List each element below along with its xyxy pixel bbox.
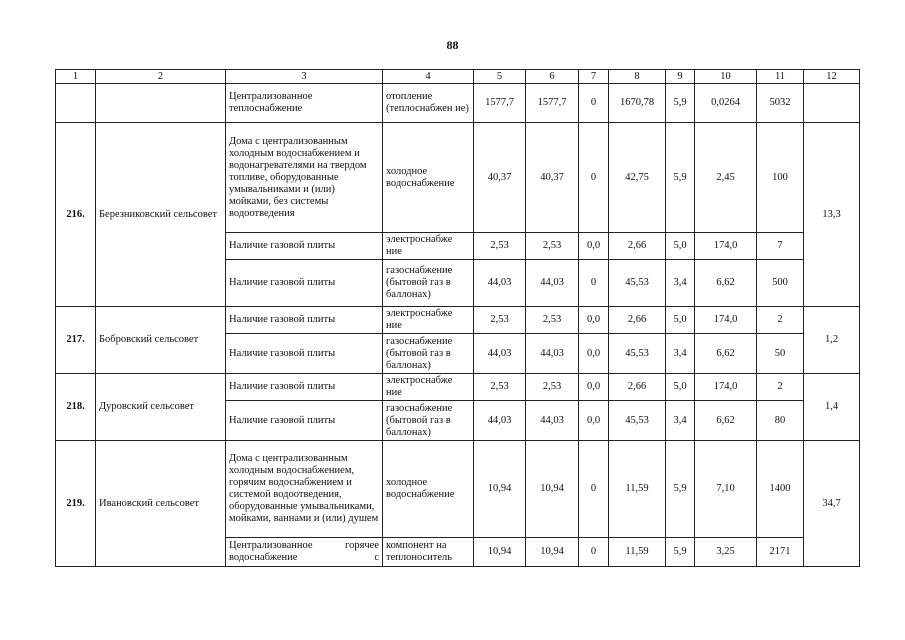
- table-row: [56, 84, 860, 123]
- utility-type: электроснабже ние: [383, 374, 474, 401]
- value-col5: 44,03: [474, 334, 526, 374]
- header-cell: 5: [474, 70, 526, 84]
- value-col9: 5,0: [666, 374, 695, 401]
- value-col10: 174,0: [695, 233, 757, 260]
- service-type: Наличие газовой плиты: [226, 374, 383, 401]
- header-cell: 7: [579, 70, 609, 84]
- header-row: [56, 70, 860, 84]
- utility-type: холодное водоснабжение: [383, 441, 474, 538]
- service-type: Централизованное теплоснабжение: [226, 84, 383, 123]
- settlement-name: Березниковский сельсовет: [96, 123, 226, 307]
- value-col8: 45,53: [609, 260, 666, 307]
- value-col8: 11,59: [609, 538, 666, 567]
- value-col9: 5,9: [666, 123, 695, 233]
- value-col10: 6,62: [695, 260, 757, 307]
- value-col9: 5,9: [666, 441, 695, 538]
- value-col10: 6,62: [695, 334, 757, 374]
- value-col8: 1670,78: [609, 84, 666, 123]
- table-row: [56, 374, 860, 401]
- value-col6: 10,94: [526, 441, 579, 538]
- service-type: Наличие газовой плиты: [226, 260, 383, 307]
- group-total: 34,7: [804, 441, 860, 567]
- utility-type: электроснабже ние: [383, 307, 474, 334]
- header-cell: 10: [695, 70, 757, 84]
- service-type: Наличие газовой плиты: [226, 401, 383, 441]
- tariff-table: [55, 69, 860, 567]
- empty-cell: [96, 84, 226, 123]
- value-col7: 0: [579, 123, 609, 233]
- value-col5: 10,94: [474, 538, 526, 567]
- value-col10: 174,0: [695, 374, 757, 401]
- table-row: [56, 307, 860, 334]
- empty-cell: [56, 84, 96, 123]
- value-col10: 7,10: [695, 441, 757, 538]
- group-total: 1,2: [804, 307, 860, 374]
- value-col10: 2,45: [695, 123, 757, 233]
- value-col5: 10,94: [474, 441, 526, 538]
- service-type: Дома с централизованным холодным водоснабжением и водонагревателями на твердом топливе, оборудованные умывальниками и (или) мойками, без системы водоотведения: [226, 123, 383, 233]
- value-col9: 3,4: [666, 334, 695, 374]
- value-col10: 0,0264: [695, 84, 757, 123]
- value-col5: 40,37: [474, 123, 526, 233]
- settlement-name: Бобровский сельсовет: [96, 307, 226, 374]
- service-type: Централизованное горячее водоснабжение с: [226, 538, 383, 567]
- value-col7: 0,0: [579, 374, 609, 401]
- value-col10: 3,25: [695, 538, 757, 567]
- settlement-name: Дуровский сельсовет: [96, 374, 226, 441]
- header-cell: 3: [226, 70, 383, 84]
- utility-type: газоснабжение (бытовой газ в баллонах): [383, 401, 474, 441]
- value-col6: 44,03: [526, 260, 579, 307]
- service-type: Наличие газовой плиты: [226, 307, 383, 334]
- utility-type: отопление (теплоснабжен ие): [383, 84, 474, 123]
- header-cell: 1: [56, 70, 96, 84]
- header-cell: 4: [383, 70, 474, 84]
- header-cell: 2: [96, 70, 226, 84]
- value-col11: 100: [757, 123, 804, 233]
- value-col10: 6,62: [695, 401, 757, 441]
- value-col6: 40,37: [526, 123, 579, 233]
- utility-type: газоснабжение (бытовой газ в баллонах): [383, 334, 474, 374]
- value-col6: 2,53: [526, 233, 579, 260]
- value-col8: 2,66: [609, 374, 666, 401]
- value-col11: 1400: [757, 441, 804, 538]
- group-total: 13,3: [804, 123, 860, 307]
- group-number: 217.: [56, 307, 96, 374]
- value-col7: 0: [579, 84, 609, 123]
- value-col7: 0: [579, 441, 609, 538]
- value-col8: 2,66: [609, 307, 666, 334]
- value-col6: 1577,7: [526, 84, 579, 123]
- value-col6: 44,03: [526, 401, 579, 441]
- value-col6: 2,53: [526, 307, 579, 334]
- header-cell: 8: [609, 70, 666, 84]
- value-col7: 0: [579, 260, 609, 307]
- value-col10: 174,0: [695, 307, 757, 334]
- value-col8: 2,66: [609, 233, 666, 260]
- value-col7: 0,0: [579, 307, 609, 334]
- utility-type: холодное водоснабжение: [383, 123, 474, 233]
- group-total: 1,4: [804, 374, 860, 441]
- header-cell: 12: [804, 70, 860, 84]
- value-col8: 45,53: [609, 334, 666, 374]
- value-col9: 3,4: [666, 401, 695, 441]
- value-col7: 0,0: [579, 334, 609, 374]
- empty-cell: [804, 84, 860, 123]
- value-col8: 11,59: [609, 441, 666, 538]
- service-type: Наличие газовой плиты: [226, 334, 383, 374]
- service-type: Наличие газовой плиты: [226, 233, 383, 260]
- header-cell: 6: [526, 70, 579, 84]
- value-col5: 1577,7: [474, 84, 526, 123]
- group-number: 216.: [56, 123, 96, 307]
- settlement-name: Ивановский сельсовет: [96, 441, 226, 567]
- value-col9: 3,4: [666, 260, 695, 307]
- value-col5: 2,53: [474, 374, 526, 401]
- table-row: [56, 441, 860, 538]
- value-col11: 2: [757, 374, 804, 401]
- header-cell: 9: [666, 70, 695, 84]
- page-number: 88: [446, 38, 459, 52]
- value-col6: 2,53: [526, 374, 579, 401]
- value-col11: 80: [757, 401, 804, 441]
- value-col7: 0,0: [579, 401, 609, 441]
- value-col5: 44,03: [474, 260, 526, 307]
- value-col9: 5,9: [666, 84, 695, 123]
- value-col11: 50: [757, 334, 804, 374]
- value-col11: 5032: [757, 84, 804, 123]
- header-cell: 11: [757, 70, 804, 84]
- value-col5: 2,53: [474, 307, 526, 334]
- value-col11: 500: [757, 260, 804, 307]
- utility-type: компонент на теплоноситель: [383, 538, 474, 567]
- value-col5: 44,03: [474, 401, 526, 441]
- value-col7: 0,0: [579, 233, 609, 260]
- value-col8: 42,75: [609, 123, 666, 233]
- utility-type: газоснабжение (бытовой газ в баллонах): [383, 260, 474, 307]
- value-col7: 0: [579, 538, 609, 567]
- value-col9: 5,9: [666, 538, 695, 567]
- value-col8: 45,53: [609, 401, 666, 441]
- value-col11: 2: [757, 307, 804, 334]
- value-col11: 7: [757, 233, 804, 260]
- value-col6: 44,03: [526, 334, 579, 374]
- value-col6: 10,94: [526, 538, 579, 567]
- utility-type: электроснабже ние: [383, 233, 474, 260]
- table-row: [56, 123, 860, 233]
- value-col9: 5,0: [666, 233, 695, 260]
- value-col5: 2,53: [474, 233, 526, 260]
- value-col9: 5,0: [666, 307, 695, 334]
- value-col11: 2171: [757, 538, 804, 567]
- group-number: 219.: [56, 441, 96, 567]
- group-number: 218.: [56, 374, 96, 441]
- service-type: Дома с централизованным холодным водоснабжением, горячим водоснабжением и системой водоотведения, оборудованные умывальниками, мойками, ваннами и (или) душем: [226, 441, 383, 538]
